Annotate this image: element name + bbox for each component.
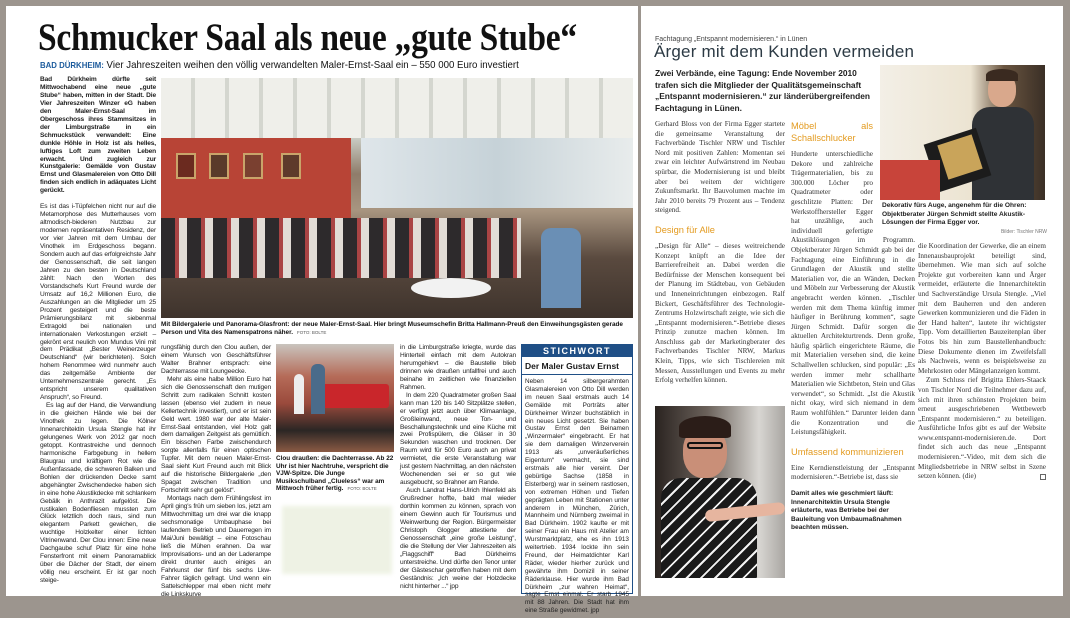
body-paragraph: in die Limburgstraße kriegte, wurde das Hinterteil einfach mit dem Autokran herumgehievt – die Baustelle blieb drinnen wie draußen unfallfrei und auch beinahe im zeitlichen wie finanziellen Rahmen.: [400, 344, 516, 391]
caption-text: Mit Bildergalerie und Panorama-Glasfront: der neue Maler-Ernst-Saal. Hier bringt Museumschefin Britta Hallmann-Preuß den Einweihungsgästen gerade Person und Vita des Namenspatrons näher.: [161, 321, 623, 336]
left-newspaper-page: [6, 6, 638, 615]
presenter-photo-caption: Dekorativ fürs Auge, angenehm für die Ohren: Objektberater Jürgen Schmidt stellte Akustik-Lösungen der Firma Egger vor.: [882, 202, 1027, 227]
body-paragraph: Es lag auf der Hand, die Verwandlung in die gleichen Hände wie bei der Vinothek zu legen. Die Kölner Innenarchitektin Ursula Stengle hat ihr gelungenes Werk von 2012 gar noch getoppt. Kontrastreiche und dennoch harmonische Farbgebung in hellem Blaugrau und kräftigem Rot wie die Außenfassade, die schweren Balken und Bohlen der drückenden Decke samt abgehängter Zwischendecke haben sich in eine hohe Akustikdecke mit schlankem Gebälk in Anthrazit aufgelöst. Die rustikalen Bodenfliesen mussten zum Glück letztlich doch raus, sind nun elegantem Parkett gewichen, die wuchtige Holzkelter einer lichten Vitrinenwand. Der Clou innen: Eine neue Dachgaube schuf Platz für eine hohe Fensterfront mit einem Panoramablick über die Dächer der Stadt, der einem völlig neu erscheint. Er ist gar noch steige-: [40, 402, 156, 585]
body-paragraph: „Design für Alle“ – dieses weitreichende Konzept knüpft an die Idee der Barrierefreiheit an. Dabei werden die Bedürfnisse der Menschen konsequent bei der Planung im Städtebau, von Gebäuden und Inneneinrichtungen einbezogen. Ralf Bickert, Geschäftsführer des Technologie-Zentrums Holzwirtschaft zeigte, wie sich die „Entspannt modernisieren.“-Betriebe dieses Prinzip zunutze machen können. Im Anschluss gab der Marketingberater des Fachverbandes Tischler NRW, Markus Klein, Tipps, wie sich Tischlereien mit Messen, Ausstellungen und Events zu mehr Erfolg verhelfen können.: [655, 241, 785, 385]
blurred-ad-area: [282, 506, 392, 574]
body-paragraph: [918, 376, 1046, 482]
right-column-3: [918, 242, 1046, 542]
left-headline: Schmucker Saal als neue „gute Stube“: [38, 16, 577, 59]
speaker-photo-caption: Damit alles wie geschmiert läuft: Innenarchitektin Ursula Stengle erläuterte, was Betriebe bei der Bauleitung von Umbaumaßnahmen beachten müssen.: [791, 490, 902, 532]
main-photo-caption: [161, 321, 633, 336]
body-paragraph: Hunderte unterschiedliche Dekore und zahlreiche Trägermaterialien, bis zu 300.000 Löcher pro Quadratmeter oder geschlitzte Platten: Der Werkstoffhersteller Egger hat unzählige, auch individuell gefertigte Akustiklösungen im Programm. Objektberater Jürgen Schmidt gab bei der Fachtagung eine Einführung in die Grundlagen der Akustik und stellte Materialien vor, die an Wänden, Decken und Möbeln zur Verbesserung der Akustik angebracht werden können. „Tischler werden mit dem Thema künftig immer häufiger in Berührung kommen“, sagte Jürgen Schmidt. Dafür sorgen die aktuellen Architekturtrends. Denn große, häufig spärlich eingerichtete Räume, die mit Materialien versehen sind, die keine Schallwellen schlucken, sind populär: „Es werden immer mehr schallharte Materialien wie Sichtbeton, Stein und Glas verwendet“, so Schmidt. „Ist die Akustik nicht okay, wird sich niemand in dem Raum wohlfühlen.“ Darunter leiden dann die Konzentration und die Leistungsfähigkeit.: [791, 150, 915, 437]
main-hall-photo: [161, 78, 633, 318]
article-kicker: Fachtagung „Entspannt modernisieren.“ in Lünen: [655, 36, 808, 43]
body-paragraph: Montags nach dem Frühlingsfest im April ging's früh um sieben los, jetzt am Mittwochmittag um drei war die knapp sechsmonatige Umbauphase bei laufendem Betrieb und Dauerregen im Mai/Juni bewältigt – eine Fotoschau ließ die Mühen erahnen. Da war Improvisations- und an der Laderampe direkt drunter auch einiges an Fahrkunst der fünf bis sechs Lkw-Fahrer täglich gefragt. Und wenn ein Sattelschlepper mal eben nicht mehr die Linkskurve: [161, 495, 271, 598]
speaker-photo: [655, 406, 785, 578]
right-column-1: [655, 120, 785, 400]
caption-text: Clou draußen: die Dachterrasse. Ab 22 Uhr ist hier Nachtruhe, verspricht die VJW-Spitze. Die Junge Musikschulband „Clueless“ war am Mittwoch früher fertig.: [276, 455, 394, 493]
photo-credit: FOTO: BOLTE: [347, 486, 377, 492]
sidebar-text: Neben 14 silbergerahmten Glasmalereien von Otto Dill werden im neuen Saal erstmals auch 14 Gemälde mit Porträts alter Dürkheimer Winzer buchstäblich in ein neues Licht gesetzt. Sie haben Gustav Ernst den Beinamen „Winzermaler“ eingebracht. Er hat sie dem damaligen Winzerverein 1913 als „unveräußerliches Eigentum“ vermacht, sie sind erstmals alle hier vereint. Der gebürtige Sachse (1858 in Elsterberg) war in seinem rastlosen, von extremen Höhen und Tiefen geprägten Leben mit Stationen unter anderem in München, Zürich, Mannheim und Nürnberg zweimal in Bad Dürkheim. 1902 kaufte er mit seiner Frau ein Haus mit Atelier am Wurstmarktplatz, ehe es ihn 1913 weitertrieb. 1934 lockte ihn sein Freund, der Heimatdichter Karl Räder, wieder hierher zurück und gewährte ihm Domizil in seiner Räderklause. Hier wurde ihm Bad Dürkheim „zur wahren Heimat“, sagte Ernst einmal. Er starb 1945 mit 88 Jahren. Die Stadt hat ihm eine Straße gewidmet. jpp: [525, 378, 629, 615]
section-heading-kommunizieren: Umfassend kommunizieren: [791, 446, 904, 457]
body-paragraph: Eine Kerndienstleistung der „Entspannt modernisieren.“-Betriebe ist, dass sie: [791, 463, 915, 482]
photo-credit: Bilder: Tischler NRW: [1000, 229, 1047, 235]
body-paragraph: rungsfähig durch den Clou außen, der einem Wunsch von Geschäftsführer Walter Brahner entsprach: eine Dachterrasse mit Loungeecke.: [161, 344, 271, 375]
left-column-4: [400, 344, 516, 594]
terrace-photo-caption: [276, 455, 394, 493]
body-paragraph: Mehr als eine halbe Million Euro hat sich die Genossenschaft den mutigen Schritt zum radikalen Schnitt kosten lassen (ebenso viel zudem in neue Kellertechnik investiert), und er ist sein Geld wert. 1980 war der alte Maler-Ernst-Saal entstanden, viel Holz galt dem damaligen Zeitgeist als gemütlich. Ein bisschen Farbe zwischendurch sorgte allenfalls für einen optischen Tupfer. Mit dem neuen Maler-Ernst-Saal sieht Kurt Freund auch mit Blick auf die historische Bildergalerie „den Spagat zwischen Tradition und Fortschritt sehr gut gelöst“.: [161, 375, 271, 495]
sidebar-title: Der Maler Gustav Ernst: [522, 357, 632, 375]
location-label: BAD DÜRKHEIM:: [40, 60, 104, 70]
body-paragraph: Gerhard Bloss von der Firma Egger startete die gemeinsame Veranstaltung der Fachverbände Tischler NRW und Tischler Nord mit positiven Zahlen: Momentan sei zwar ein leichter Aufwärtstrend im Neubau spürbar, die Modernisierung ist und bleibt aber bei weitem der wichtigere Zukunftsmarkt. Ihr Bauvolumen machte im Jahr 2010 bereits 79 Prozent aus – Tendenz steigend.: [655, 120, 785, 215]
lead-paragraph: Bad Dürkheim dürfte seit Mittwochabend eine neue „gute Stube“ haben, mitten in der Stadt. Die Vier Jahreszeiten Winzer eG haben den Maler-Ernst-Saal im Obergeschoss ihres Stammsitzes in der Limburgstraße in ein Schmuckstück verwandelt: Eine dunkle Höhle in Holz ist als helles, luftiges Loft zum zweiten Leben erwacht. Und zugleich zur Kunstgalerie: Gemälde von Gustav Ernst und Glasmalereien von Otto Dill finden sich endlich in adäquates Licht gerückt.: [40, 76, 156, 195]
subheadline-text: Vier Jahreszeiten weihen den völlig verwandelten Maler-Ernst-Saal ein – 550 000 Euro investiert: [106, 59, 519, 71]
body-paragraph: die Koordination der Gewerke, die an einem Innenausbauprojekt beteiligt sind, übernehmen. Wie man sich auf solche Projekte gut vorbereiten kann und Ärger vermeidet, erläuterte die Innenarchitektin und Sachverständige Ursula Stengle. „Viel mit dem Bauherren und den anderen Gewerken kommunizieren und die Fäden in der Hand halten“, lautete ihr wichtigster Tipp. Vom detaillierten Bauzeitenplan über Fotos bis hin zum Baustellenhandbuch: Diese Dokumente dienen im Zweifelsfall als Nachweis, wenn es beispielsweise zu Mehrkosten oder Mängelanzeigen kommt.: [918, 242, 1046, 375]
terrace-photo: [276, 344, 394, 452]
body-paragraph: In dem 220 Quadratmeter großen Saal kann man 120 bis 140 Sitzplätze stellen, er verfügt jetzt auch über Klimaanlage, Großleinwand, neue Ton- und Beschallungstechnik und eine Küche mit zwei Profispülern, die Gläser in 30 Sekunden waschen und trocknen. Der Raum wird für 500 Euro auch an privat vermietet, die erste Veranstaltung war just gestern Nachmittag, an den nächsten Wochenenden sei er so gut wie ausgebucht, so Brahner am Rande.: [400, 391, 516, 487]
left-column-2: [161, 344, 271, 598]
left-subheadline: [40, 59, 519, 71]
stichwort-sidebar: [521, 344, 633, 615]
right-headline: Ärger mit dem Kunden vermeiden: [654, 42, 915, 61]
right-lead: Zwei Verbände, eine Tagung: Ende November 2010 trafen sich die Mitglieder der Qualitätsgemeinschaft „Entspannt modernisieren.“ zur länderübergreifenden Fachtagung in Lünen.: [655, 68, 870, 113]
body-paragraph: Es ist das i-Tüpfelchen nicht nur auf die Metamorphose des Mutterhauses vom altmodisch-biederen Nutzbau zur modernen repräsentativen Residenz, der vor vier Jahren mit dem Umbau der Vinothek im Erdgeschoss begann. Sondern auch auf das erfolgreichste Jahr der Genossenschaft, die seit langen Jahren zu den besten in Deutschland zählt: Nach den Worten des Vorstandschefs Kurt Freund wurde der Umsatz auf 16,2 Millionen Euro, die Auszahlungen an die Mitglieder um 25 Prozent gesteigert und die beste Prämierungsbilanz mit siebenmal Extragold bei nationalen und internationalen Verkostungen erzielt – gekrönt erst neulich von Mundus Vini mit dem Prädikat „Bester Weinerzeuger Deutschland“ (wir berichteten). Solch hohem Renommee wird nunmehr auch das zeitgemäße Ambiente der Unternehmenszentrale gerecht. „Es entspricht unserem qualitativen Anspruch“, so Freund.: [40, 203, 156, 402]
section-heading-moebel: Möbel als Schallschlucker: [791, 121, 873, 143]
body-text: Zum Schluss rief Brigitta Ehlers-Staack von Tischler Nord die Teilnehmer dazu auf, sich mit ihren schönsten Projekten beim erneut ausgeschriebenen Wettbewerb „Entspannt modernisieren.“ zu beteiligen. Ausführliche Infos gibt es auf der Website www.entspannt-modernisieren.de. Dort findet sich auch das neue „Entspannt modernisieren.“-Video, mit dem sich die Mitgliedsbetriebe in NRW selbst in Szene setzen können. (die): [918, 376, 1046, 481]
right-newspaper-page: [641, 6, 1063, 596]
body-paragraph: Auch Landrat Hans-Ulrich Ihlenfeld als Grußredner hoffte, bald mal wieder dorthin kommen zu können, sprach von einem Gewinn auch für Tourismus und Weinwerbung der Region. Bürgermeister Christoph Glogger attestierte der Genossenschaft „eine große Leistung“, die die Stellung der Vier Jahreszeiten als „Flaggschiff“ Bad Dürkheims unterstreiche. Und dürfte den Tenor unter der Gästeschar getroffen haben mit dem Geständnis: „Ich weine der Holzdecke nicht hinterher ...“ jpp: [400, 487, 516, 590]
left-column-1: [40, 76, 156, 592]
sidebar-label: STICHWORT: [522, 345, 632, 357]
right-column-2: [791, 120, 915, 482]
photo-credit: FOTO: BOLTE: [297, 329, 327, 335]
end-of-article-icon: [1040, 474, 1046, 480]
section-heading-design: Design für Alle: [655, 224, 715, 235]
